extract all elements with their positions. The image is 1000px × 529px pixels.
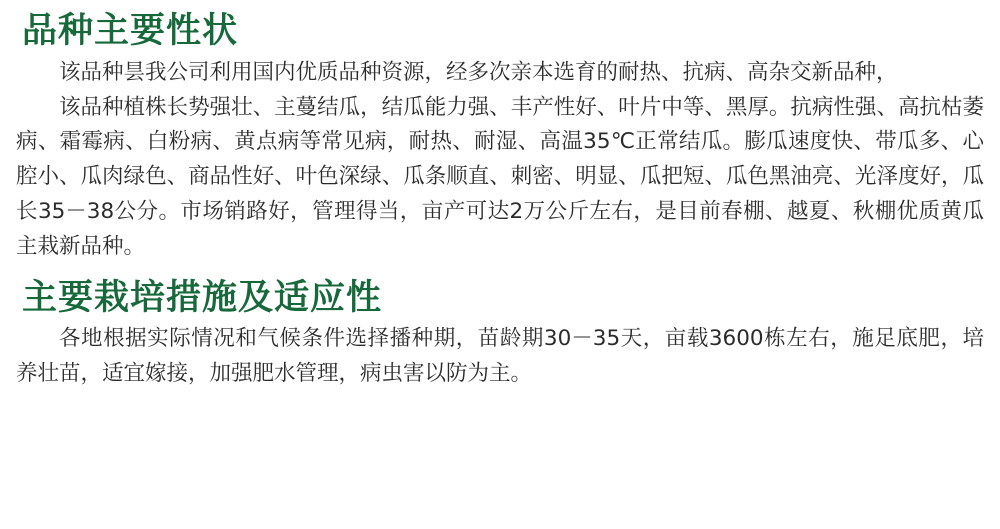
paragraph: 各地根据实际情况和气候条件选择播种期，苗龄期30－35天，亩载3600栋左右，施足底肥，培养壮苗，适宜嫁接，加强肥水管理，病虫害以防为主。 (16, 326, 984, 387)
section-heading-cultivation-measures: 主要栽培措施及适应性 (22, 277, 383, 318)
section-body-varietal-traits (14, 56, 986, 265)
section-body-cultivation-measures (14, 322, 986, 392)
section-heading-varietal-traits: 品种主要性状 (22, 11, 239, 51)
paragraph: 该品种植株长势强壮、主蔓结瓜，结瓜能力强、丰产性好、叶片中等、黑厚。抗病性强、高抗枯萎病、霜霉病、白粉病、黄点病等常见病，耐热、耐湿、高温35℃正常结瓜。膨瓜速度快、带瓜多、心腔小、瓜肉绿色、商品性好、叶色深绿、瓜条顺直、刺密、明显、瓜把短、瓜色黑油亮、光泽度好，瓜长35－38公分。市场销路好，管理得当，亩产可达2万公斤左右，是目前春棚、越夏、秋棚优质黄瓜主栽新品种。 (16, 94, 984, 259)
paragraph: 该品种昙我公司利用国内优质品种资源，经多次亲本选育的耐热、抗病、高杂交新品种， (59, 59, 898, 85)
